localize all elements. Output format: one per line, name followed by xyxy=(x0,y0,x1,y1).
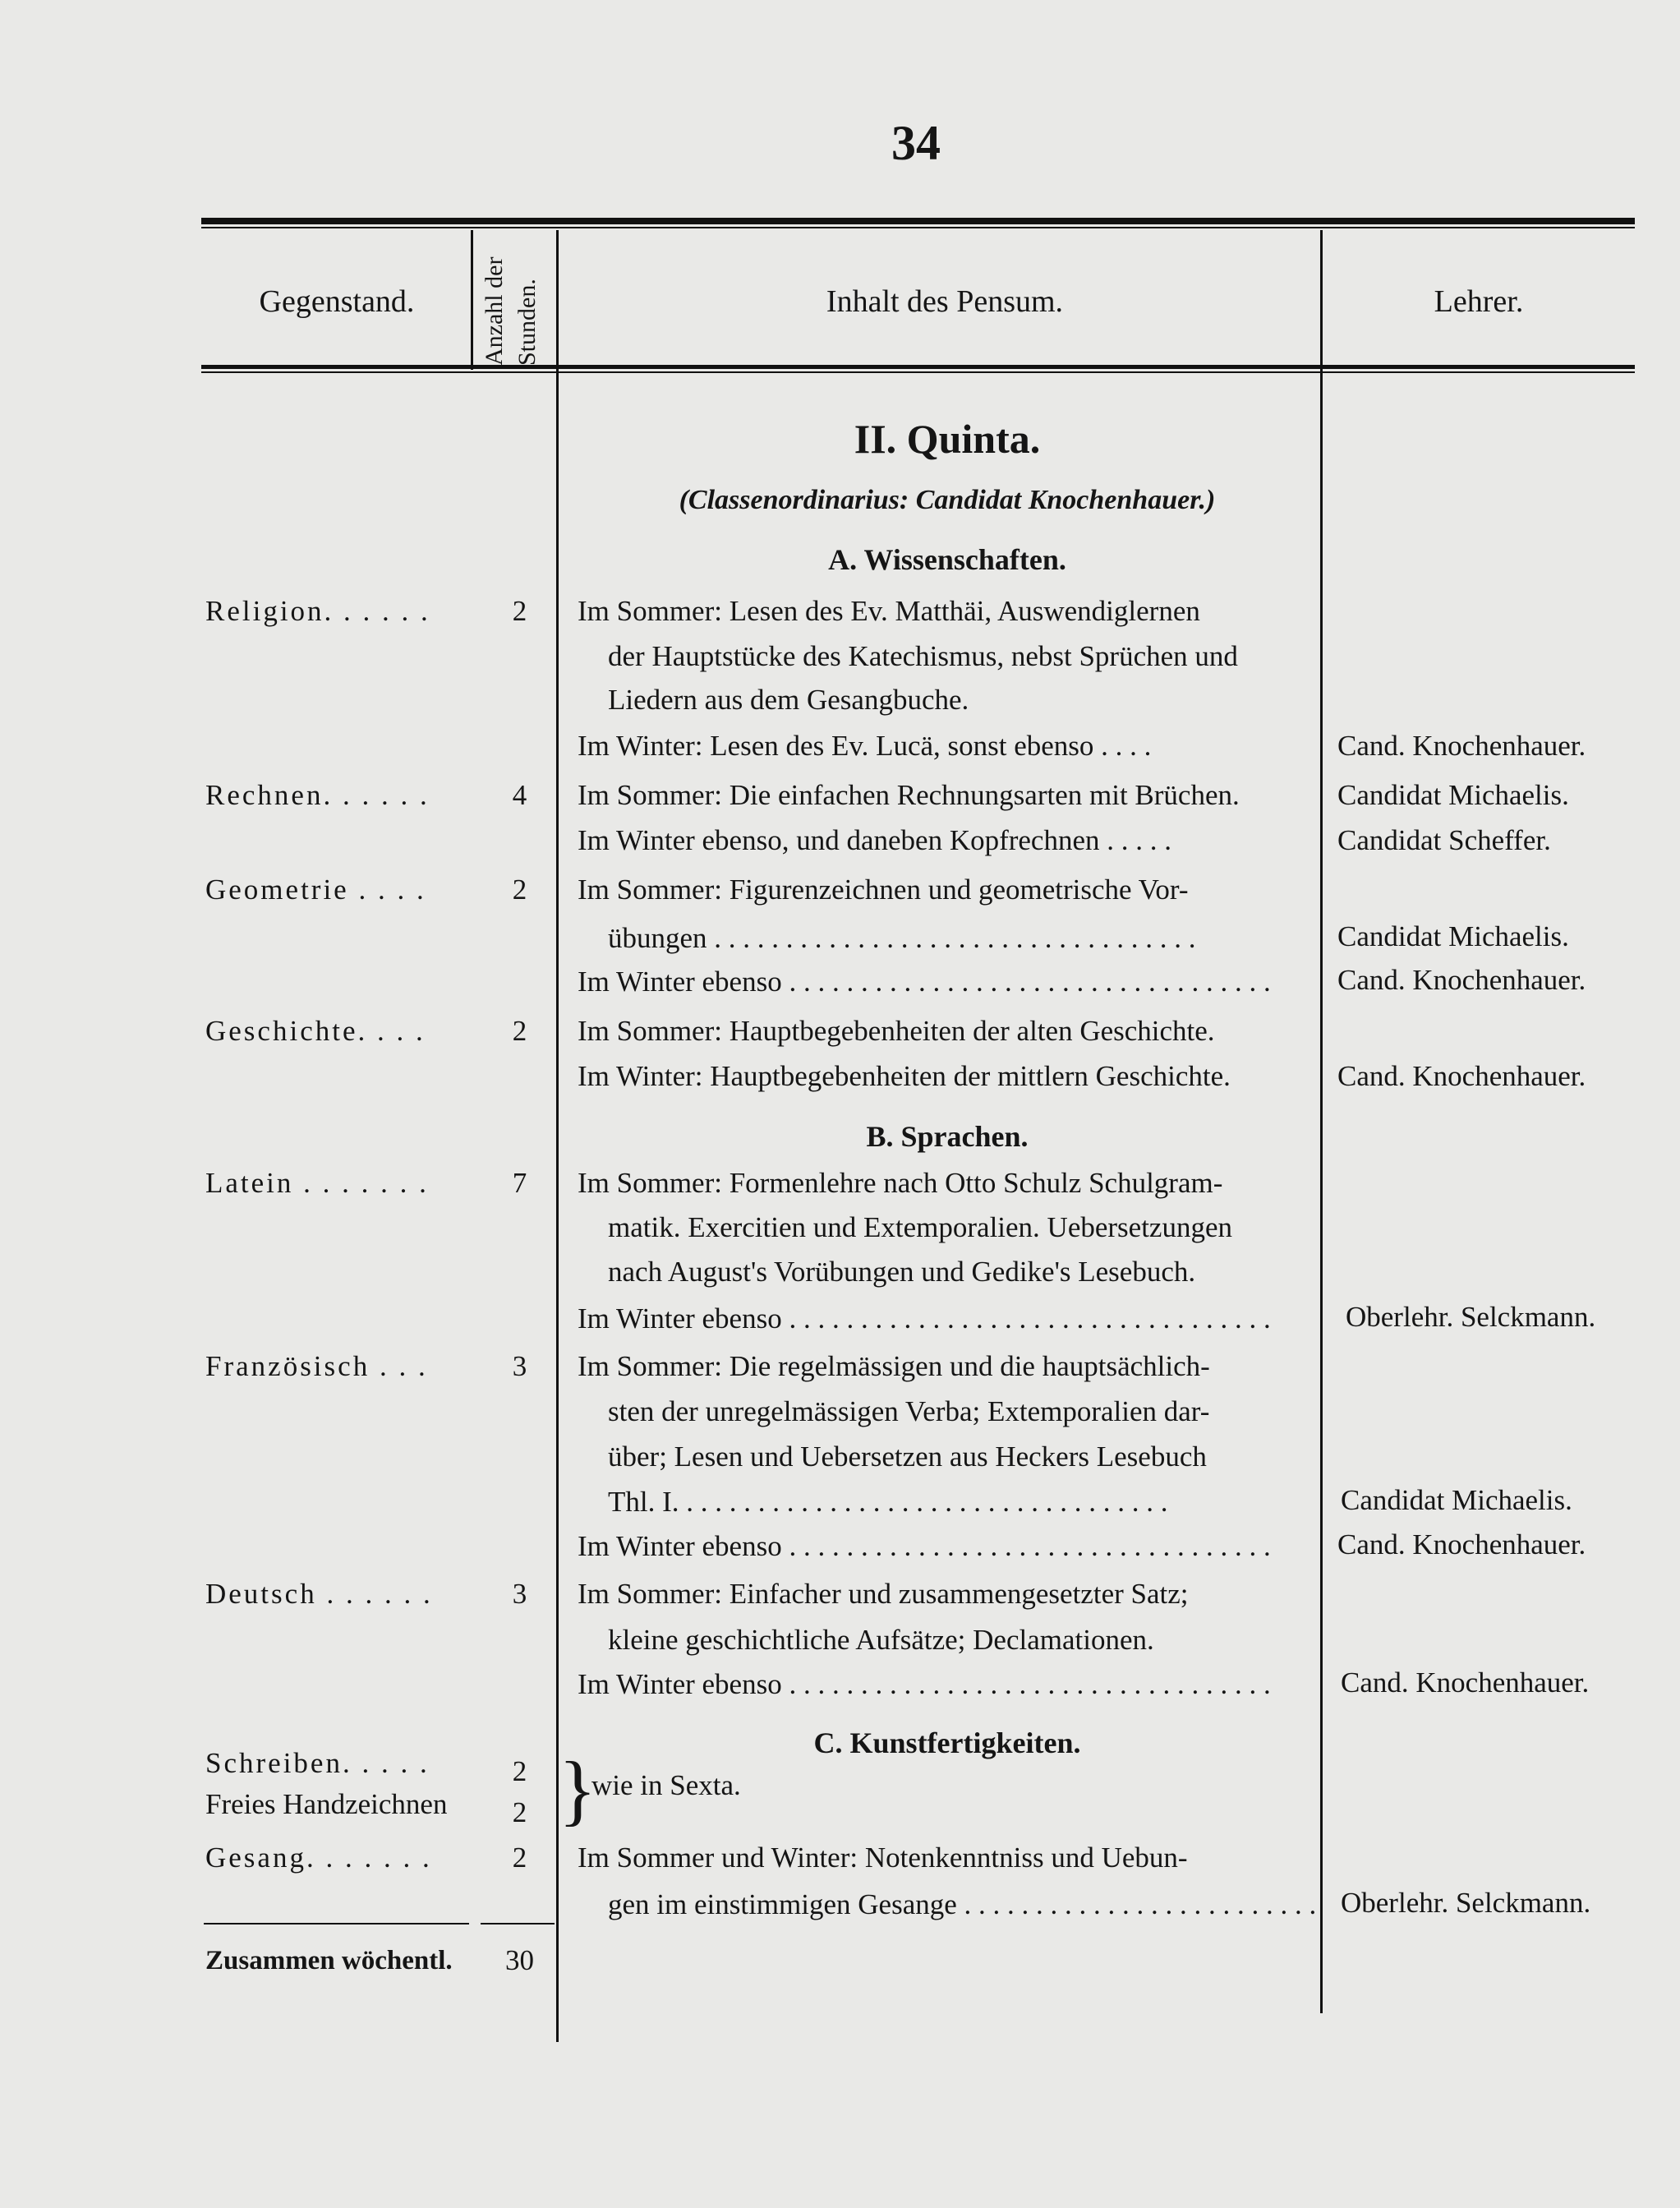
religion-line-3: Liedern aus dem Gesangbuche. xyxy=(608,684,969,716)
dot-leader xyxy=(782,1530,1271,1562)
geschichte-line-2: Im Winter: Hauptbegebenheiten der mittlern Geschichte. xyxy=(578,1060,1231,1092)
franzoesisch-line-5: Im Winter ebenso . . . xyxy=(578,1530,1314,1563)
latein-subject: Latein . . . . . . . xyxy=(205,1167,429,1199)
geometrie-hours: 2 xyxy=(512,874,527,906)
header-subject: Gegenstand. xyxy=(259,284,415,319)
section-c-heading: C. Kunstfertigkeiten. xyxy=(813,1726,1081,1759)
rechnen-hours: 4 xyxy=(512,779,527,811)
religion-line-2: der Hauptstücke des Katechismus, nebst Sprüchen und xyxy=(608,640,1238,672)
religion-subject: Religion. . . . . . xyxy=(205,595,430,627)
geschichte-subject: Geschichte. . . . xyxy=(205,1015,426,1047)
top-rule-thick xyxy=(201,218,1635,224)
dot-leader xyxy=(782,1302,1271,1334)
latein-line-2: matik. Exercitien und Extemporalien. Uebersetzungen xyxy=(608,1211,1233,1243)
geometrie-teacher-2: Cand. Knochenhauer. xyxy=(1337,964,1586,996)
schreiben-hours: 2 xyxy=(512,1755,527,1787)
dot-leader xyxy=(782,966,1271,998)
franzoesisch-line-3: über; Lesen und Uebersetzen aus Heckers Lesebuch xyxy=(608,1441,1207,1473)
class-subtitle: (Classenordinarius: Candidat Knochenhauer.) xyxy=(679,485,1216,515)
page-number: 34 xyxy=(891,116,941,170)
rechnen-subject: Rechnen. . . . . . xyxy=(205,779,430,811)
dot-leader xyxy=(957,1888,1314,1920)
franzoesisch-line-1: Im Sommer: Die regelmässigen und die hauptsächlich- xyxy=(578,1350,1210,1382)
rechnen-teacher-1: Candidat Michaelis. xyxy=(1337,779,1569,811)
rechnen-line-2: Im Winter ebenso, und daneben Kopfrechnen . . . . . xyxy=(578,824,1172,856)
total-label: Zusammen wöchentl. xyxy=(205,1946,453,1975)
geometrie-line-2: übungen . . . xyxy=(608,922,1314,955)
religion-line-1: Im Sommer: Lesen des Ev. Matthäi, Auswendiglernen xyxy=(578,595,1200,627)
deutsch-teacher: Cand. Knochenhauer. xyxy=(1341,1666,1590,1699)
column-divider-3 xyxy=(1320,230,1323,2013)
deutsch-line-3: Im Winter ebenso . . . xyxy=(578,1668,1314,1701)
class-title: II. Quinta. xyxy=(854,416,1041,462)
gesang-hours: 2 xyxy=(512,1842,527,1874)
geschichte-line-1: Im Sommer: Hauptbegebenheiten der alten Geschichte. xyxy=(578,1015,1215,1047)
header-teacher: Lehrer. xyxy=(1434,284,1524,319)
header-bottom-rule xyxy=(201,365,1635,369)
geometrie-line-3: Im Winter ebenso . . . xyxy=(578,966,1314,998)
latein-hours: 7 xyxy=(512,1167,527,1199)
section-b-heading: B. Sprachen. xyxy=(866,1120,1029,1153)
deutsch-subject: Deutsch . . . . . . xyxy=(205,1578,433,1610)
religion-hours: 2 xyxy=(512,595,527,627)
geometrie-teacher-1: Candidat Michaelis. xyxy=(1337,920,1569,952)
rechnen-teacher-2: Candidat Scheffer. xyxy=(1337,824,1551,856)
geschichte-hours: 2 xyxy=(512,1015,527,1047)
column-divider-1 xyxy=(471,230,473,370)
deutsch-hours: 3 xyxy=(512,1578,527,1610)
dot-leader xyxy=(707,922,1196,954)
gesang-line-2: gen im einstimmigen Gesange . . . xyxy=(608,1888,1314,1921)
geometrie-line-1: Im Sommer: Figurenzeichnen und geometrische Vor- xyxy=(578,874,1189,906)
gesang-teacher: Oberlehr. Selckmann. xyxy=(1341,1887,1591,1919)
header-hours-line2: Stunden. xyxy=(513,279,541,366)
total-rule-right xyxy=(481,1923,555,1925)
franzoesisch-teacher-1: Candidat Michaelis. xyxy=(1341,1484,1572,1516)
grouping-brace: } xyxy=(559,1745,597,1833)
total-rule-left xyxy=(204,1923,469,1925)
header-hours-line1: Anzahl der xyxy=(481,256,508,366)
religion-teacher: Cand. Knochenhauer. xyxy=(1337,730,1586,762)
latein-line-4: Im Winter ebenso . . . xyxy=(578,1302,1314,1335)
header-content: Inhalt des Pensum. xyxy=(826,284,1064,319)
franzoesisch-hours: 3 xyxy=(512,1350,527,1382)
dot-leader xyxy=(782,1668,1271,1700)
handzeichnen-subject: Freies Handzeichnen xyxy=(205,1788,448,1820)
kunst-content: wie in Sexta. xyxy=(591,1769,741,1801)
franzoesisch-subject: Französisch . . . xyxy=(205,1350,428,1382)
deutsch-line-1: Im Sommer: Einfacher und zusammengesetzter Satz; xyxy=(578,1578,1189,1610)
deutsch-line-2: kleine geschichtliche Aufsätze; Declamationen. xyxy=(608,1624,1154,1656)
total-hours: 30 xyxy=(505,1944,534,1976)
handzeichnen-hours: 2 xyxy=(512,1796,527,1828)
latein-line-3: nach August's Vorübungen und Gedike's Lesebuch. xyxy=(608,1256,1196,1288)
franzoesisch-teacher-2: Cand. Knochenhauer. xyxy=(1337,1528,1586,1560)
dot-leader xyxy=(679,1486,1168,1518)
gesang-subject: Gesang. . . . . . . xyxy=(205,1842,432,1874)
religion-line-4: Im Winter: Lesen des Ev. Lucä, sonst ebenso . . . . xyxy=(578,730,1152,762)
header-bottom-rule-thin xyxy=(201,371,1635,373)
geschichte-teacher: Cand. Knochenhauer. xyxy=(1337,1060,1586,1092)
franzoesisch-line-4: Thl. I. . . . xyxy=(608,1486,1314,1519)
gesang-line-1: Im Sommer und Winter: Notenkenntniss und Uebun- xyxy=(578,1842,1188,1874)
latein-line-1: Im Sommer: Formenlehre nach Otto Schulz Schulgram- xyxy=(578,1167,1223,1199)
geometrie-subject: Geometrie . . . . xyxy=(205,874,426,906)
top-rule-thin xyxy=(201,227,1635,228)
schreiben-subject: Schreiben. . . . . xyxy=(205,1747,430,1779)
rechnen-line-1: Im Sommer: Die einfachen Rechnungsarten mit Brüchen. xyxy=(578,779,1240,811)
section-a-heading: A. Wissenschaften. xyxy=(828,543,1066,576)
latein-teacher: Oberlehr. Selckmann. xyxy=(1346,1301,1596,1333)
franzoesisch-line-2: sten der unregelmässigen Verba; Extemporalien dar- xyxy=(608,1395,1210,1427)
